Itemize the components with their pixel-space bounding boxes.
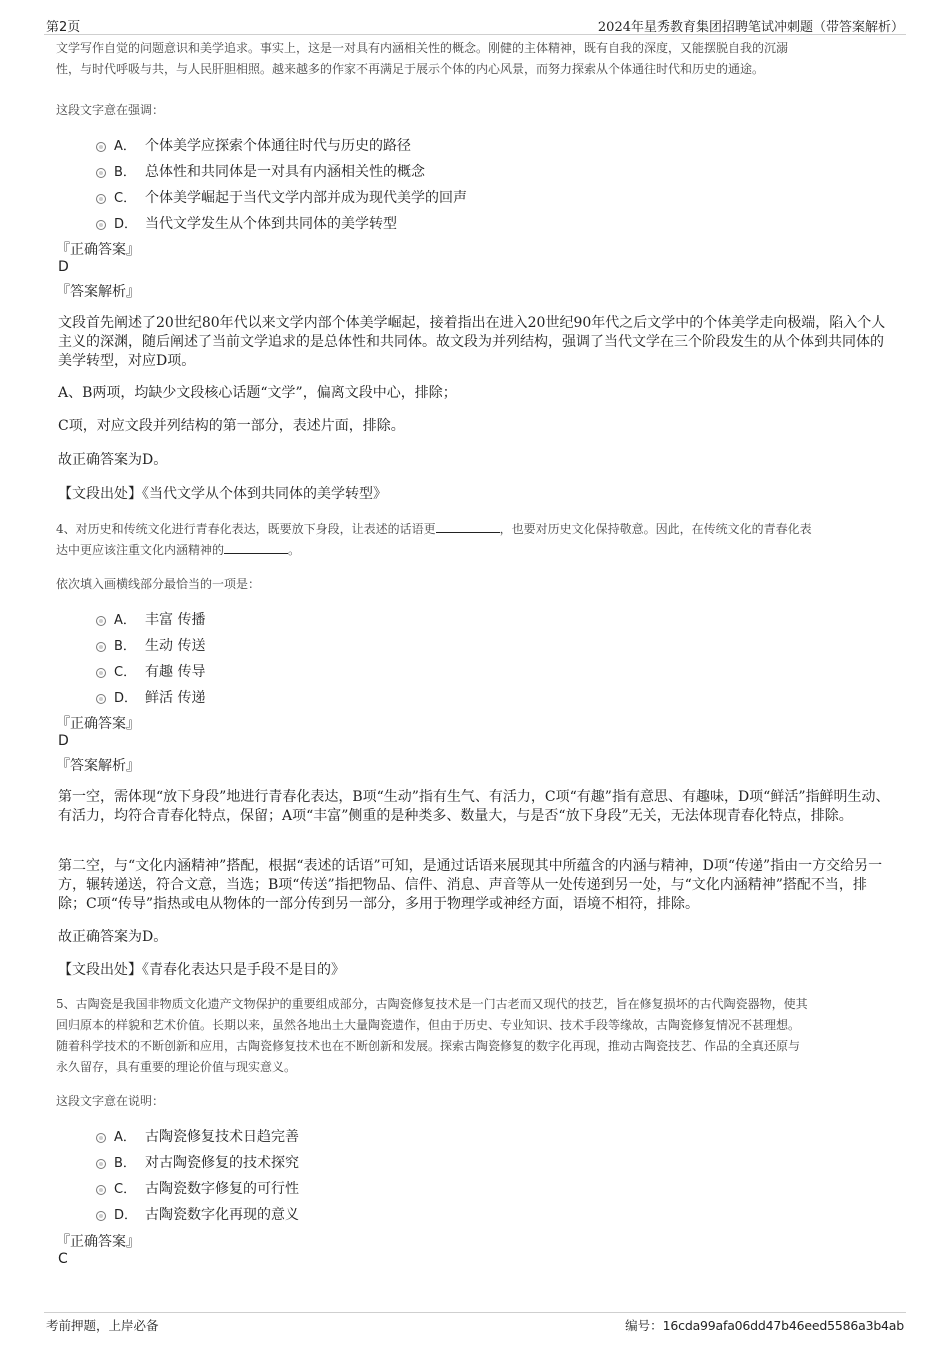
q5-stem-line: 随着科学技术的不断创新和应用，古陶瓷修复技术也在不断创新和发展。探索古陶瓷修复的数字化再现，推动古陶瓷技艺、作品的全真还原与	[56, 1039, 801, 1053]
radio-icon[interactable]	[96, 1185, 106, 1195]
q5-options	[96, 1126, 796, 1230]
q5-option-d[interactable]	[96, 1204, 796, 1230]
q5-stem-line: 回归原本的样貌和艺术价值。长期以来，虽然各地出土大量陶瓷遗作，但由于历史、专业知识、技术手段等缘故，古陶瓷修复情况不甚理想。	[56, 1018, 801, 1032]
q4-options	[96, 609, 796, 713]
option-letter: D．	[114, 217, 138, 232]
page-number: 第2页	[46, 20, 81, 35]
q4-analysis-para: 第一空，需体现“放下身段”地进行青春化表达，B项“生动”指有生气、有活力，C项“有趣”指有意思、有趣味，D项“鲜活”指鲜明生动、有活力，均符合青春化特点，保留；A项“丰富”侧重的是种类多、数量大，与是否“放下身段”无关，无法体现青春化特点，排除。	[58, 789, 890, 824]
radio-icon[interactable]	[96, 1211, 106, 1221]
document-code	[625, 1316, 904, 1334]
q5-stem-line: 永久留存，具有重要的理论价值与现实意义。	[56, 1060, 297, 1074]
radio-icon[interactable]	[96, 220, 106, 230]
option-text: 鲜活 传递	[145, 690, 206, 706]
footer-slogan: 考前押题，上岸必备	[46, 1318, 159, 1333]
q4-stem-text: 4、对历史和传统文化进行青春化表达，既要放下身段，让表述的话语更	[56, 522, 436, 536]
code-label: 编号：	[625, 1318, 663, 1333]
option-letter: A．	[114, 613, 136, 628]
option-letter: A．	[114, 1130, 136, 1145]
radio-icon[interactable]	[96, 616, 106, 626]
option-letter: D．	[114, 1208, 138, 1223]
option-letter: B．	[114, 1156, 136, 1171]
q5-answer-label: 『正确答案』	[56, 1234, 140, 1250]
q5-prompt: 这段文字意在说明：	[56, 1094, 165, 1108]
page-footer	[44, 1312, 906, 1335]
option-text: 生动 传送	[145, 638, 206, 654]
q3-option-b[interactable]	[96, 161, 796, 187]
q4-answer: D	[58, 733, 69, 749]
q3-analysis-para: 故正确答案为D。	[58, 452, 168, 468]
q3-answer: D	[58, 259, 69, 275]
q5-answer: C	[58, 1251, 68, 1267]
option-letter: C．	[114, 665, 137, 680]
option-text: 有趣 传导	[145, 664, 206, 680]
q4-stem-text: 达中更应该注重文化内涵精神的	[56, 543, 225, 557]
q5-option-a[interactable]	[96, 1126, 796, 1152]
q3-analysis-para: C项，对应文段并列结构的第一部分，表述片面，排除。	[58, 418, 405, 434]
radio-icon[interactable]	[96, 642, 106, 652]
q4-option-d[interactable]	[96, 687, 796, 713]
q5-option-b[interactable]	[96, 1152, 796, 1178]
option-text: 个体美学应探索个体通往时代与历史的路径	[145, 138, 411, 154]
q5-stem	[56, 994, 896, 1078]
radio-icon[interactable]	[96, 694, 106, 704]
q3-options	[96, 135, 796, 239]
q4-stem-text: ，也要对历史文化保持敬意。因此，在传统文化的青春化表	[499, 522, 812, 536]
option-text: 古陶瓷数字修复的可行性	[145, 1181, 299, 1197]
q3-passage	[56, 38, 896, 80]
q3-option-a[interactable]	[96, 135, 796, 161]
q3-analysis-label: 『答案解析』	[56, 284, 140, 300]
q4-option-c[interactable]	[96, 661, 796, 687]
fill-blank	[436, 520, 500, 533]
code-value: 16cda99afa06dd47b46eed5586a3b4ab	[662, 1318, 904, 1333]
option-text: 古陶瓷数字化再现的意义	[145, 1207, 299, 1223]
q3-option-d[interactable]	[96, 213, 796, 239]
option-letter: A．	[114, 139, 136, 154]
q4-source: 【文段出处】《青春化表达只是手段不是目的》	[58, 962, 345, 978]
document-title: 2024年星秀教育集团招聘笔试冲刺题（带答案解析）	[597, 20, 904, 35]
q3-passage-line: 文学写作自觉的问题意识和美学追求。事实上，这是一对具有内涵相关性的概念。刚健的主体精神，既有自我的深度，又能摆脱自我的沉溺	[56, 41, 789, 55]
option-text: 对古陶瓷修复的技术探究	[145, 1155, 299, 1171]
q3-analysis-para: 文段首先阐述了20世纪80年代以来文学内部个体美学崛起，接着指出在进入20世纪90年代之后文学中的个体美学走向极端，陷入个人主义的深渊，随后阐述了当前文学追求的是总体性和共同体。故文段为并列结构，强调了当代文学在三个阶段发生的从个体到共同体的美学转型，对应D项。	[58, 315, 886, 369]
q4-stem-text: 。	[288, 543, 301, 557]
q3-answer-label: 『正确答案』	[56, 242, 140, 258]
fill-blank	[224, 541, 288, 554]
q3-option-c[interactable]	[96, 187, 796, 213]
option-letter: B．	[114, 165, 136, 180]
radio-icon[interactable]	[96, 1159, 106, 1169]
q4-analysis-para: 故正确答案为D。	[58, 929, 168, 945]
q4-answer-label: 『正确答案』	[56, 716, 140, 732]
option-letter: D．	[114, 691, 138, 706]
option-text: 总体性和共同体是一对具有内涵相关性的概念	[145, 164, 425, 180]
option-letter: C．	[114, 1182, 137, 1197]
option-text: 个体美学崛起于当代文学内部并成为现代美学的回声	[145, 190, 467, 206]
q5-option-c[interactable]	[96, 1178, 796, 1204]
radio-icon[interactable]	[96, 194, 106, 204]
q3-source: 【文段出处】《当代文学从个体到共同体的美学转型》	[58, 486, 387, 502]
radio-icon[interactable]	[96, 168, 106, 178]
q3-analysis-para: A、B两项，均缺少文段核心话题“文学”，偏离文段中心，排除；	[58, 385, 457, 401]
q3-passage-line: 性，与时代呼吸与共，与人民肝胆相照。越来越多的作家不再满足于展示个体的内心风景，而努力探索从个体通往时代和历史的通途。	[56, 62, 765, 76]
q4-analysis-label: 『答案解析』	[56, 758, 140, 774]
q4-option-a[interactable]	[96, 609, 796, 635]
option-letter: B．	[114, 639, 136, 654]
q4-stem	[56, 519, 896, 561]
page-header	[44, 14, 906, 35]
q4-prompt: 依次填入画横线部分最恰当的一项是：	[56, 577, 261, 591]
radio-icon[interactable]	[96, 142, 106, 152]
q4-analysis-para: 第二空，与“文化内涵精神”搭配，根据“表述的话语”可知，是通过话语来展现其中所蕴含的内涵与精神，D项“传递”指由一方交给另一方，辗转递送，符合文意，当选；B项“传送”指把物品、信件、消息、声音等从一处传递到另一处，与“文化内涵精神”搭配不当，排除；C项“传导”指热或电从物体的一部分传到另一部分，多用于物理学或神经方面，语境不相符，排除。	[58, 858, 883, 912]
q3-prompt: 这段文字意在强调：	[56, 103, 165, 117]
option-text: 丰富 传播	[145, 612, 206, 628]
q5-stem-line: 5、古陶瓷是我国非物质文化遗产文物保护的重要组成部分，古陶瓷修复技术是一门古老而又现代的技艺，旨在修复损坏的古代陶瓷器物，使其	[56, 997, 808, 1011]
option-text: 当代文学发生从个体到共同体的美学转型	[145, 216, 397, 232]
radio-icon[interactable]	[96, 1133, 106, 1143]
option-text: 古陶瓷修复技术日趋完善	[145, 1129, 299, 1145]
q4-option-b[interactable]	[96, 635, 796, 661]
option-letter: C．	[114, 191, 137, 206]
radio-icon[interactable]	[96, 668, 106, 678]
